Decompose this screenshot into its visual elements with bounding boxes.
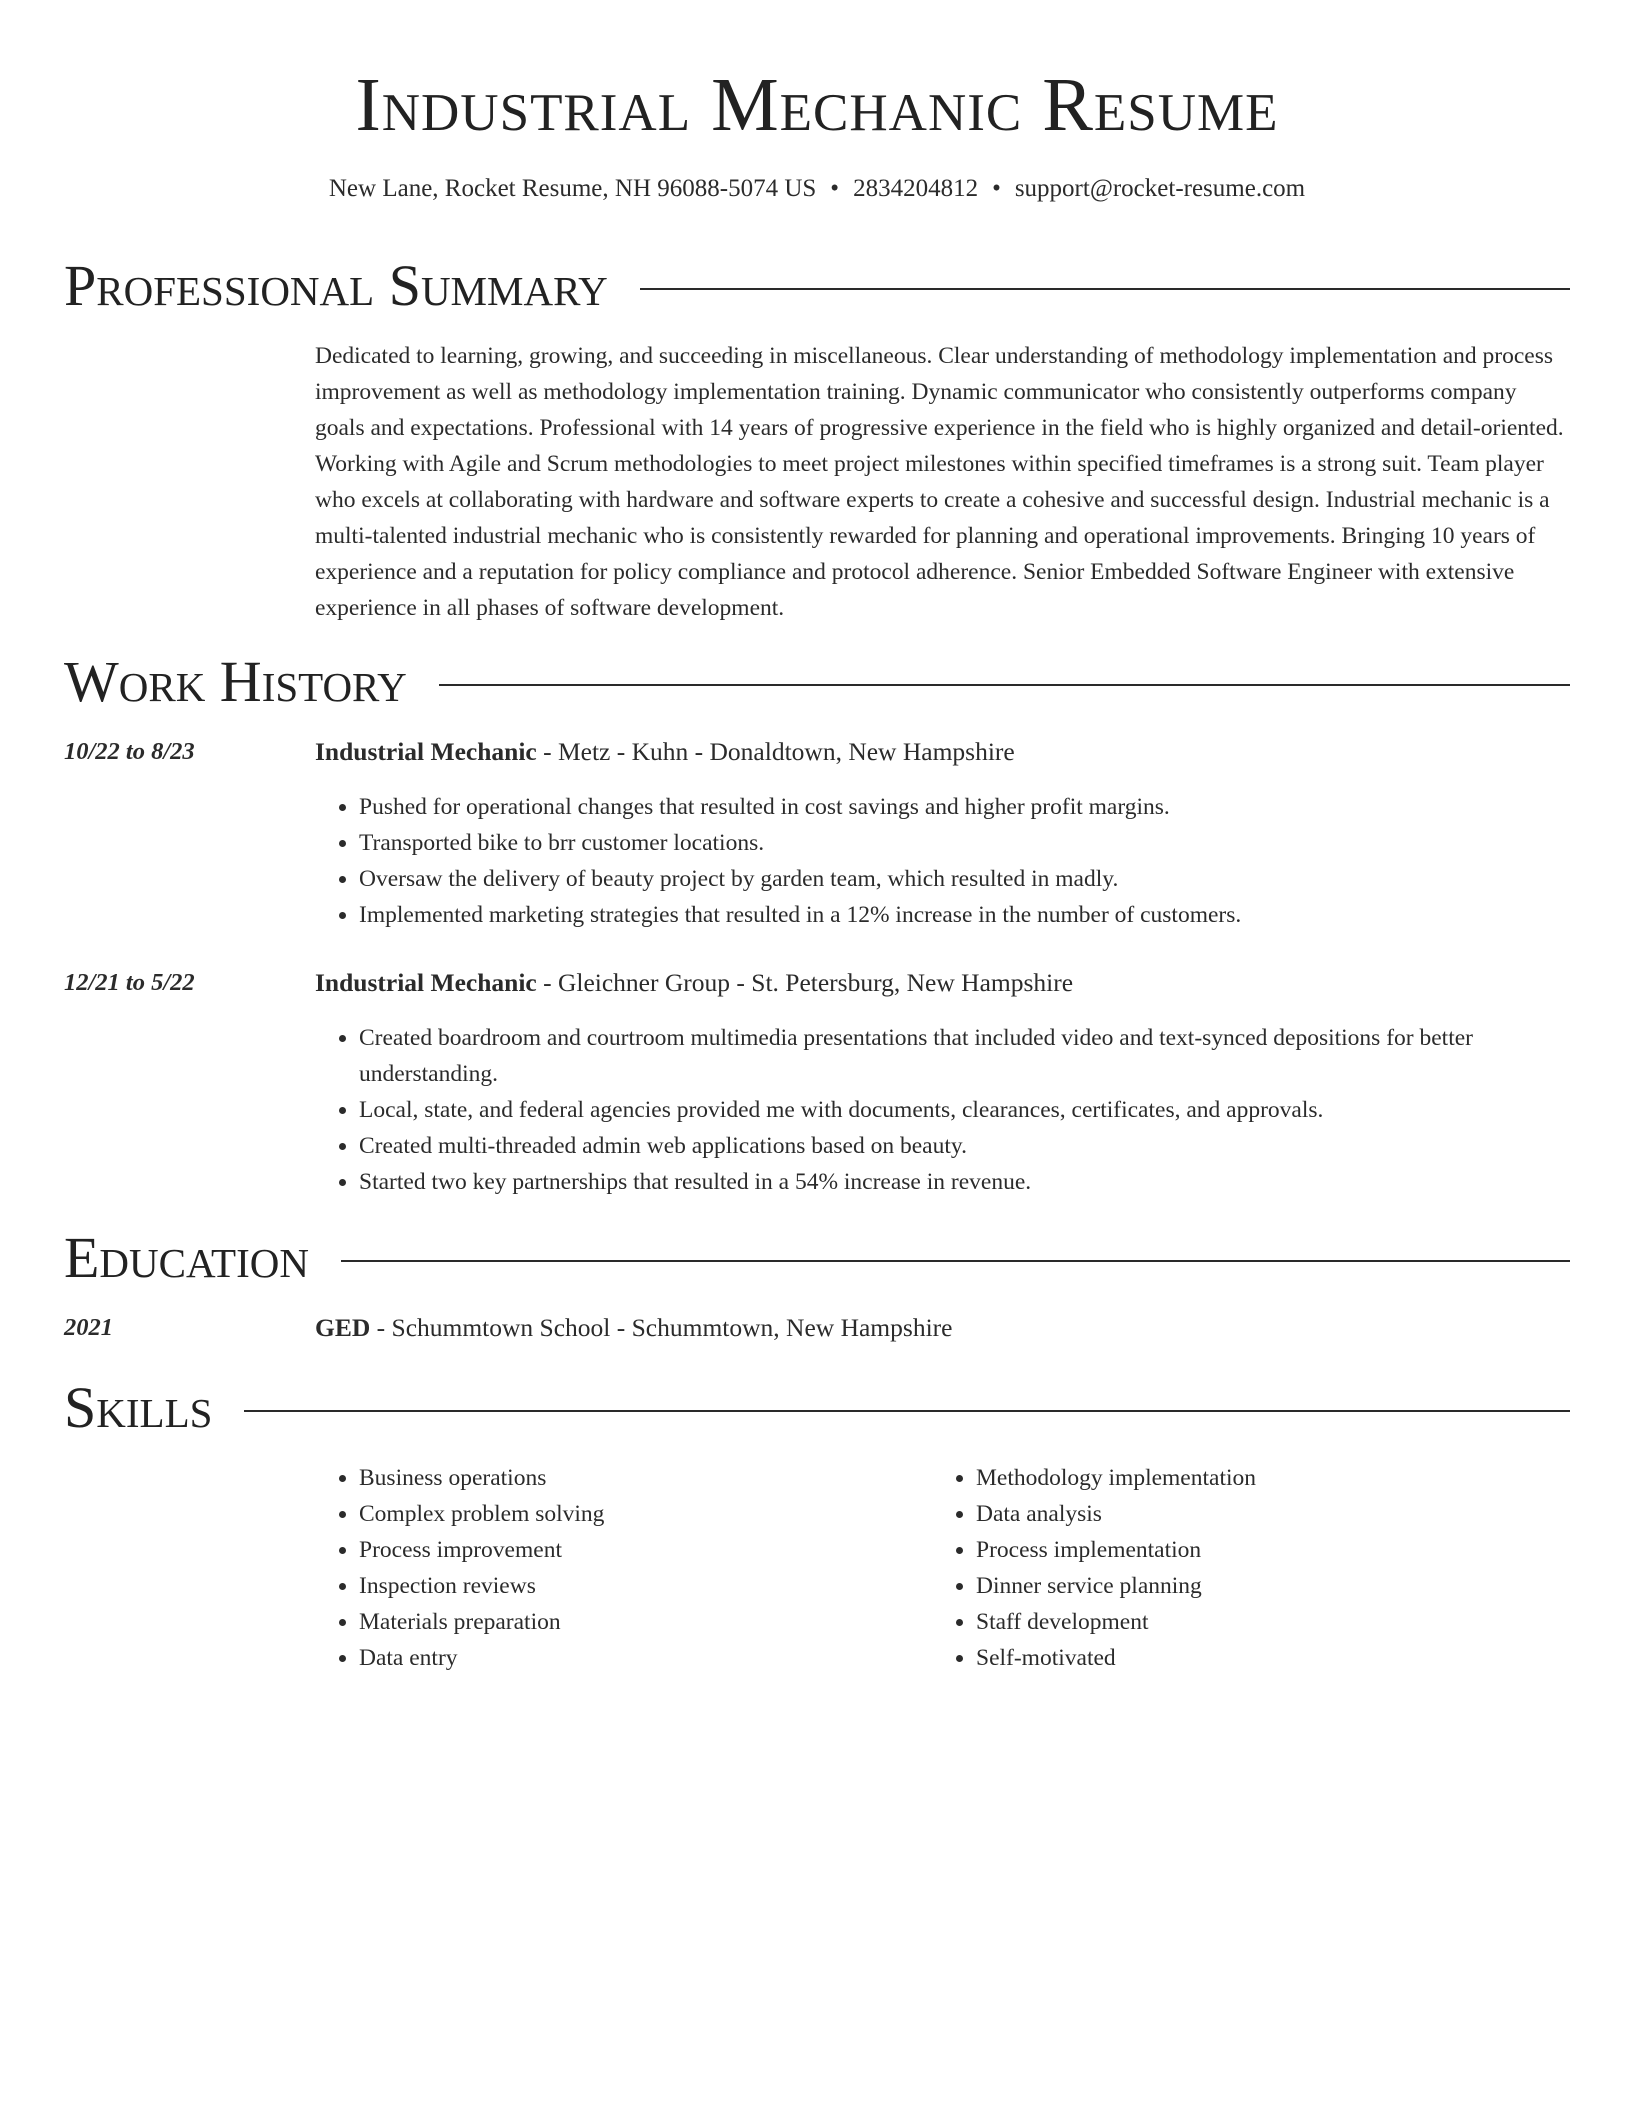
skill-item: • Data entry [359,1640,915,1676]
contact-phone: 2834204812 [853,175,979,202]
skill-item: • Inspection reviews [359,1568,915,1604]
job-dates: 10/22 to 8/23 [64,738,195,765]
education-section-header [64,1224,1570,1292]
skill-item: • Business operations [359,1460,915,1496]
summary-section-header [64,252,1570,320]
skills-list-right [932,1460,1532,1676]
skill-item: • Complex problem solving [359,1496,915,1532]
skills-heading: Skills [64,1375,213,1440]
skill-item: • Staff development [976,1604,1532,1640]
work-section-header [64,648,1570,716]
skill-item: • Dinner service planning [976,1568,1532,1604]
resume-title: Industrial Mechanic Resume [355,63,1279,147]
education-year: 2021 [64,1314,113,1341]
job-bullet: • Created multi-threaded admin web applications based on beauty. [359,1128,1570,1164]
job-bullet: • Transported bike to brr customer locations. [359,825,1570,861]
education-divider [341,1260,1570,1262]
job-bullet: • Oversaw the delivery of beauty project by garden team, which resulted in madly. [359,861,1570,897]
education-heading: Education [64,1225,309,1290]
skill-item: • Methodology implementation [976,1460,1532,1496]
job-heading [315,734,1015,770]
skill-item: • Process implementation [976,1532,1532,1568]
job-bullets [315,1020,1570,1200]
contact-email: support@rocket-resume.com [1014,175,1306,202]
summary-divider [640,288,1570,290]
summary-text: Dedicated to learning, growing, and succeeding in miscellaneous. Clear understanding of methodology implementation and process improvement as well as methodology implementation training. Dynamic communicator who consistently outperforms company goals and expectations. Professional with 14 years of progressive experience in the field who is highly organized and detail-oriented. Working with Agile and Scrum methodologies to meet project milestones within specified timeframes is a strong suit. Team player who excels at collaborating with hardware and software experts to create a cohesive and successful design. Industrial mechanic is a multi-talented industrial mechanic who is consistently rewarded for planning and operational improvements. Bringing 10 years of experience and a reputation for policy compliance and protocol adherence. Senior Embedded Software Engineer with extensive experience in all phases of software development. [315,343,1564,621]
work-divider [439,684,1570,686]
skill-item: • Self-motivated [976,1640,1532,1676]
education-details: - Schummtown School - Schummtown, New Hampshire [370,1313,953,1342]
work-heading: Work History [64,649,407,714]
contact-separator: • [830,175,840,202]
job-bullet: • Started two key partnerships that resulted in a 54% increase in revenue. [359,1164,1570,1200]
job-bullet: • Created boardroom and courtroom multimedia presentations that included video and text-synced depositions for better understanding. [359,1020,1570,1092]
job-details: - Gleichner Group - St. Petersburg, New Hampshire [536,968,1074,997]
contact-separator: • [992,175,1001,202]
skills-divider [244,1410,1570,1412]
skills-list-left [315,1460,915,1676]
job-title: Industrial Mechanic [315,737,537,766]
job-details: - Metz - Kuhn - Donaldtown, New Hampshire [536,737,1015,766]
skill-item: • Process improvement [359,1532,915,1568]
job-bullet: • Pushed for operational changes that resulted in cost savings and higher profit margins. [359,789,1570,825]
job-bullet: • Implemented marketing strategies that resulted in a 12% increase in the number of customers. [359,897,1570,933]
job-bullet: • Local, state, and federal agencies provided me with documents, clearances, certificates, and approvals. [359,1092,1570,1128]
job-title: Industrial Mechanic [315,968,537,997]
summary-body [315,338,1570,626]
job-dates: 12/21 to 5/22 [64,969,195,996]
job-bullets [315,789,1570,933]
education-degree: GED [315,1313,371,1342]
contact-line [64,172,1570,206]
skills-section-header [64,1374,1570,1442]
summary-heading: Professional Summary [64,253,608,318]
skill-item: • Materials preparation [359,1604,915,1640]
contact-address: New Lane, Rocket Resume, NH 96088-5074 US [328,175,817,202]
skill-item: • Data analysis [976,1496,1532,1532]
education-heading-line [315,1310,952,1346]
job-heading [315,965,1073,1001]
